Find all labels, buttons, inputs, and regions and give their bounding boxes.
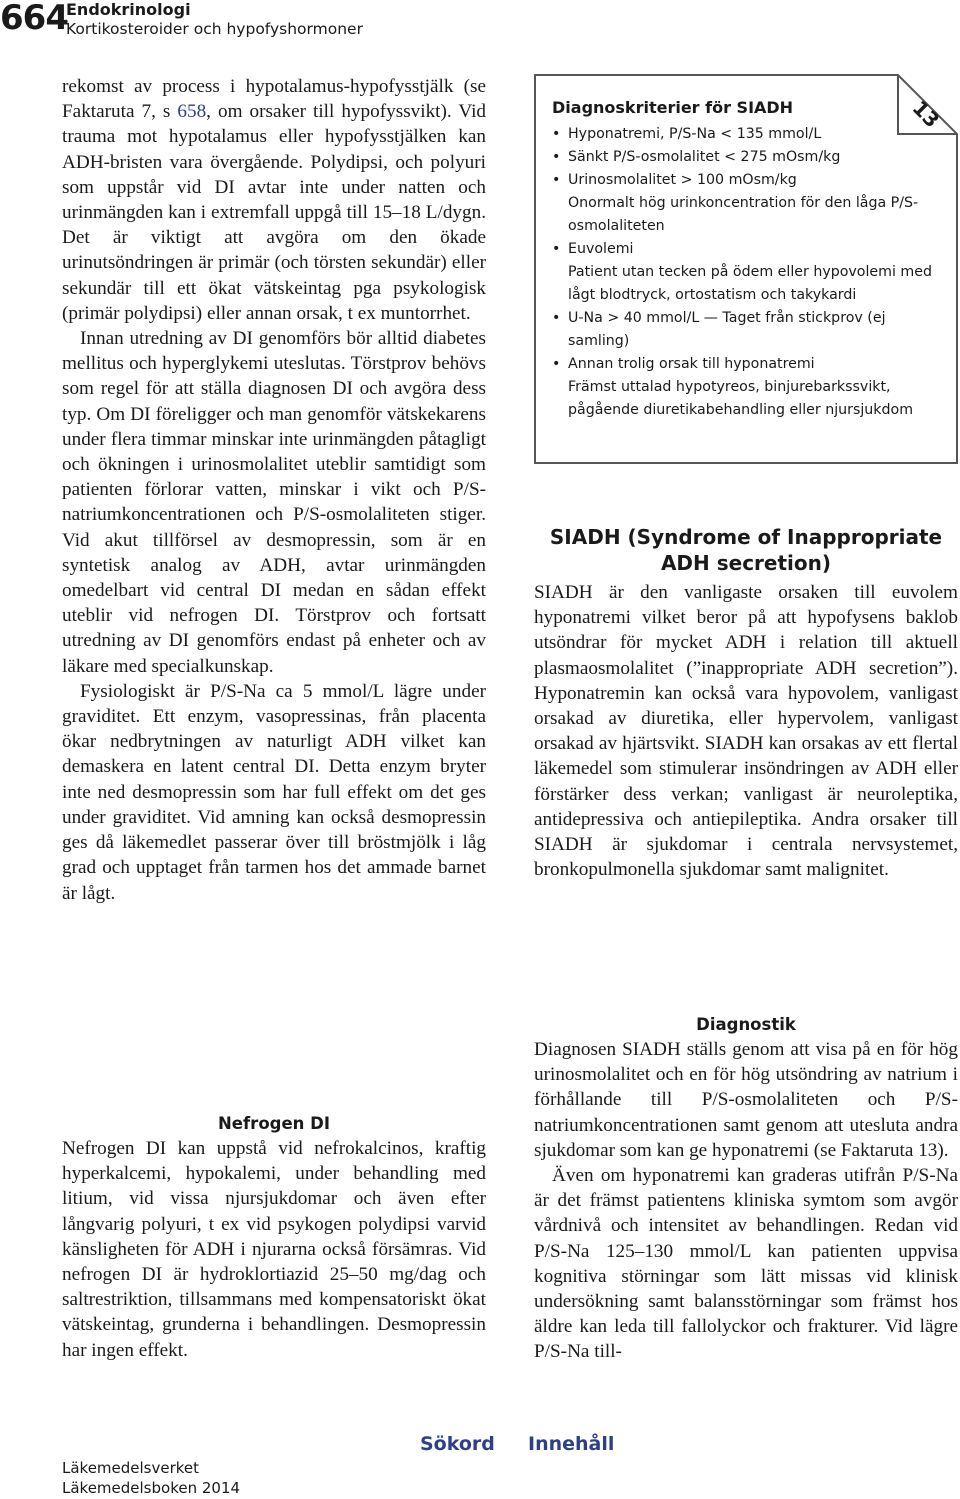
paragraph: Diagnosen SIADH ställs genom att visa på en för hög urinosmolalitet och en för hög utsöndring av natrium i förhållande till P/S-osmolaliteten och P/S-natriumkoncentrationen samt genom att utesluta andra sjukdomar som kan ge hyponatremi (se Faktaruta 13).: [534, 1039, 958, 1161]
paragraph: Även om hyponatremi kan graderas utifrån P/S-Na är det främst patientens kliniska symtom som avgör vårdnivå och intensitet av behandlingen. Redan vid P/S-Na 125–130 mmol/L kan patienten uppvisa kognitiva störningar som lätt missas vid klinisk undersökning samt balansstörningar som främst hos äldre kan leda till fallolyckor och frakturer. Vid lägre P/S-Na till-: [534, 1165, 958, 1363]
page-number: 664: [0, 0, 68, 38]
paragraph: rekomst av process i hypotalamus-hypofysstjälk (se Faktaruta 7, s 658, om orsaker till hypofyssvikt). Vid trauma mot hypotalamus eller hypofysstjälken kan ADH-bristen vara övergående. Polydipsi, och polyuri som uppstår vid DI avtar inte under natten och urinmängden kan i extremfall uppgå till 15–18 L/dygn. Det är viktigt att avgöra om den ökade urinutsöndringen är primär (och törsten sekundär) eller sekundär till ett ökat vätskeintag pga psykologisk (primär polydipsi) eller annan orsak, t ex muntorrhet.: [62, 76, 486, 324]
left-column: [62, 74, 486, 906]
paragraph: Nefrogen DI kan uppstå vid nefrokalcinos, kraftig hyperkalcemi, hypokalemi, under behandling med litium, vid vissa njursjukdomar och även efter långvarig polyuri, t ex vid psykogen polydipsi varvid känsligheten för ADH i njurarna också försämras. Vid nefrogen DI är hydroklortiazid 25–50 mg/dag och saltrestriktion, tillsammans med kompensatoriskt ökat vätskeintag, grunderna i behandlingen. Desmopressin har ingen effekt.: [62, 1138, 486, 1361]
section-heading-siadh: SIADH (Syndrome of Inappropriate ADH secretion): [549, 525, 943, 575]
list-item: • Euvolemi Patient utan tecken på ödem eller hypovolemi med lågt blodtryck, ortostatism och takykardi: [552, 238, 932, 307]
fact-box: [534, 74, 958, 464]
list-item: • Annan trolig orsak till hyponatremi Främst uttalad hypotyreos, binjurebarkssvikt, pågående diuretikabehandling eller njursjukdom: [552, 353, 932, 422]
chapter-subtitle: Kortikosteroider och hypofyshormoner: [66, 20, 363, 38]
publisher: Läkemedelsverket: [62, 1459, 200, 1477]
section-heading-nefrogen: Nefrogen DI: [218, 1114, 330, 1133]
page-ref-link[interactable]: 658: [177, 101, 207, 123]
fact-box-title: Diagnoskriterier för SIADH: [552, 98, 794, 117]
paragraph: Innan utredning av DI genomförs bör alltid diabetes mellitus och hyperglykemi uteslutas. Törstprov behövs som regel för att ställa diagnosen DI och avgöra dess typ. Om DI föreligger och man genomför vätskekarens under flera timmar minskar inte urinmängden påtagligt och ökningen i urinosmolalitet uteblir samtidigt som patienten förlorar vatten, minskar i vikt och P/S-natriumkoncentrationen och P/S-osmolaliteten stiger. Vid akut tillförsel av desmopressin, som är en syntetisk analog av ADH, avtar urinmängden omedelbart vid central DI medan en sådan effekt uteblir vid nefrogen DI. Törstprov och fortsatt utredning av DI genomförs endast på enheter och av läkare med specialkunskap.: [62, 328, 486, 677]
paragraph: Fysiologiskt är P/S-Na ca 5 mmol/L lägre under graviditet. Ett enzym, vasopressinas, från placenta ökar nedbrytningen av naturligt ADH vilket kan demaskera en latent central DI. Detta enzym bryter inte ned desmopressin som har full effekt om det ges under graviditet. Vid amning kan också desmopressin ges då läkemedlet passerar över till bröstmjölk i låg grad och upptaget från tarmen hos det ammade barnet är lågt.: [62, 680, 486, 904]
criteria-list: [552, 123, 932, 422]
left-column-section: [62, 1112, 486, 1363]
factbox-ref: 13: [918, 1139, 938, 1161]
list-item: • Urinosmolalitet > 100 mOsm/kg Onormalt hög urinkoncentration för den låga P/S-osmolaliteten: [552, 169, 932, 238]
list-item: • Sänkt P/S-osmolalitet < 275 mOsm/kg: [552, 146, 932, 169]
right-column: [534, 580, 958, 882]
page-header: [0, 0, 960, 44]
fact-box-number: 13: [907, 95, 945, 133]
right-column-section: [534, 1013, 958, 1365]
list-item: • Hyponatremi, P/S-Na < 135 mmol/L: [552, 123, 932, 146]
paragraph: SIADH är den vanligaste orsaken till euvolem hyponatremi vilket beror på att hypofysens baklob utsöndrar för mycket ADH i relation till aktuell plasmaosmolalitet (”inappropriate ADH secretion”). Hyponatremin kan också vara hypovolem, vanligast orsakad av diuretika, eller hypervolem, vanligast orsakad av hjärtsvikt. SIADH kan orsakas av ett flertal läkemedel som stimulerar insöndringen av ADH eller förstärker dess verkan; vanligast är neuroleptika, antidepressiva och antiepileptika. Andra orsaker till SIADH är sjukdomar i centrala nervsystemet, bronkopulmonella sjukdomar samt malignitet.: [534, 582, 958, 881]
chapter-title: Endokrinologi: [66, 0, 191, 19]
list-item: • U-Na > 40 mmol/L — Taget från stickprov (ej samling): [552, 307, 932, 353]
section-heading-diagnostik: Diagnostik: [696, 1015, 796, 1034]
book-title: Läkemedelsboken 2014: [62, 1479, 241, 1497]
innehall-link[interactable]: Innehåll: [528, 1433, 615, 1455]
sokord-link[interactable]: Sökord: [420, 1433, 495, 1455]
